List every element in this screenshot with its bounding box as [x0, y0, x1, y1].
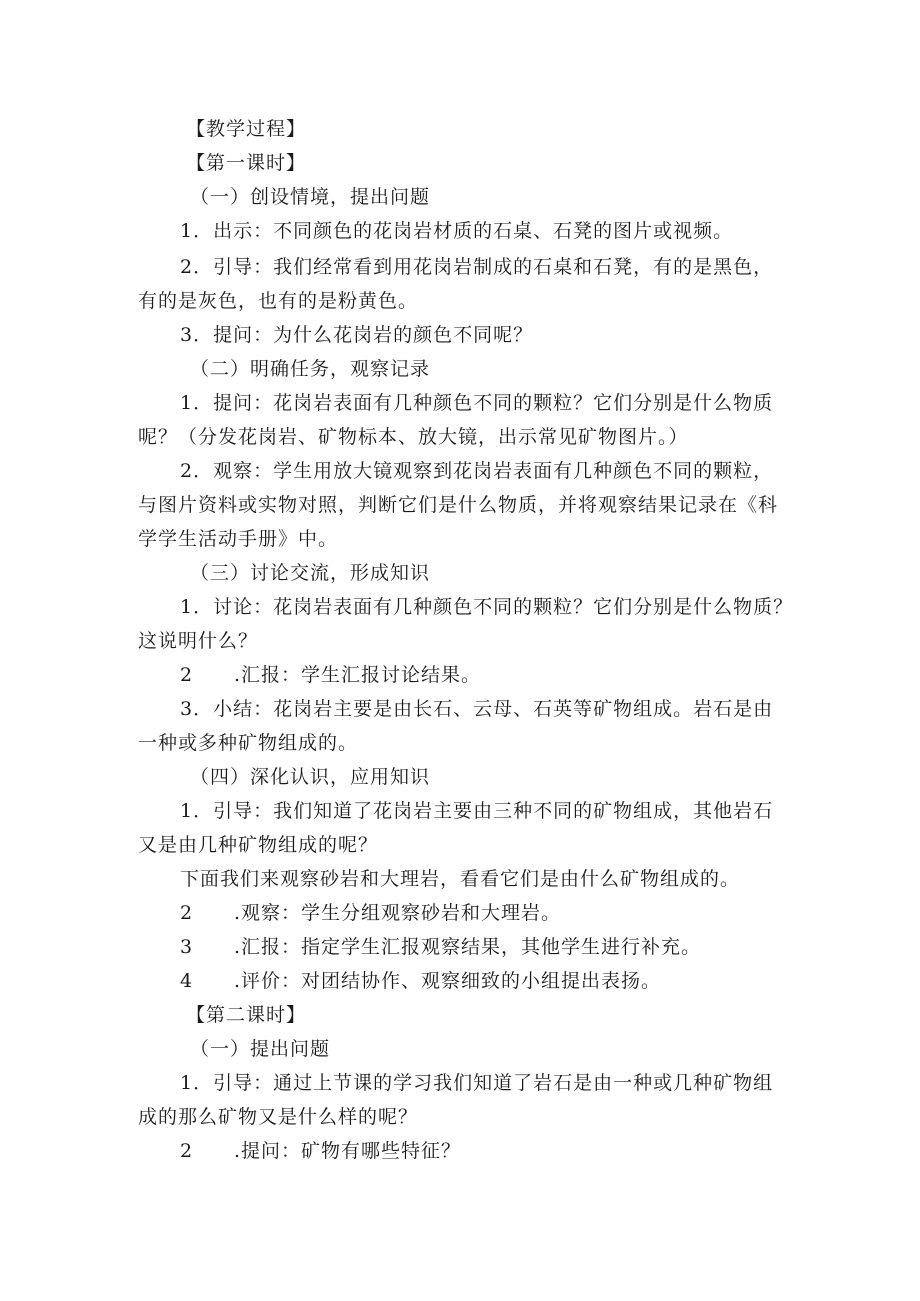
item-number: 2	[180, 1140, 194, 1162]
paragraph-line: 1．讨论：花岗岩表面有几种颜色不同的颗粒？它们分别是什么物质？	[180, 596, 794, 618]
item-number: 3	[180, 936, 194, 958]
lesson-heading: 【第一课时】	[186, 152, 307, 174]
paragraph-line: 一种或多种矿物组成的。	[138, 732, 359, 754]
paragraph-line: 3．小结：花岗岩主要是由长石、云母、石英等矿物组成。岩石是由	[180, 698, 774, 720]
paragraph-line: .评价：对团结协作、观察细致的小组提出表扬。	[234, 970, 662, 992]
paragraph-line: 1．提问：花岗岩表面有几种颜色不同的颗粒？它们分别是什么物质	[180, 392, 774, 414]
paragraph-line: 1．出示：不同颜色的花岗岩材质的石桌、石凳的图片或视频。	[180, 220, 734, 242]
paragraph-line: .汇报：指定学生汇报观察结果，其他学生进行补充。	[234, 936, 702, 958]
paragraph-line: 这说明什么？	[138, 630, 259, 652]
subsection-heading: （四）深化认识，应用知识	[190, 766, 431, 788]
paragraph-line: 有的是灰色，也有的是粉黄色。	[138, 290, 419, 312]
paragraph-line: .提问：矿物有哪些特征？	[234, 1140, 462, 1162]
paragraph-line: 学学生活动手册》中。	[138, 528, 339, 550]
subsection-heading: （二）明确任务，观察记录	[190, 358, 431, 380]
paragraph-line: 1．引导：我们知道了花岗岩主要由三种不同的矿物组成，其他岩石	[180, 800, 774, 822]
paragraph-line: 与图片资料或实物对照，判断它们是什么物质，并将观察结果记录在《科	[138, 494, 779, 516]
item-number: 4	[180, 970, 194, 992]
paragraph-line: 呢？（分发花岗岩、矿物标本、放大镜，出示常见矿物图片。）	[138, 426, 689, 448]
item-number: 2	[180, 664, 194, 686]
lesson-heading: 【第二课时】	[186, 1004, 307, 1026]
item-number: 2	[180, 902, 194, 924]
paragraph-line: 下面我们来观察砂岩和大理岩，看看它们是由什么矿物组成的。	[180, 868, 741, 890]
paragraph-line: .汇报：学生汇报讨论结果。	[234, 664, 482, 686]
paragraph-line: 1．引导：通过上节课的学习我们知道了岩石是由一种或几种矿物组	[180, 1072, 774, 1094]
paragraph-line: 2．引导：我们经常看到用花岗岩制成的石桌和石凳，有的是黑色，	[180, 256, 774, 278]
section-heading: 【教学过程】	[186, 118, 307, 140]
paragraph-line: .观察：学生分组观察砂岩和大理岩。	[234, 902, 562, 924]
paragraph-line: 成的那么矿物又是什么样的呢？	[138, 1106, 419, 1128]
paragraph-line: 又是由几种矿物组成的呢？	[138, 834, 379, 856]
paragraph-line: 3．提问：为什么花岗岩的颜色不同呢？	[180, 324, 534, 346]
subsection-heading: （一）提出问题	[190, 1038, 331, 1060]
paragraph-line: 2．观察：学生用放大镜观察到花岗岩表面有几种颜色不同的颗粒，	[180, 460, 774, 482]
subsection-heading: （三）讨论交流，形成知识	[190, 562, 431, 584]
subsection-heading: （一）创设情境，提出问题	[190, 186, 431, 208]
